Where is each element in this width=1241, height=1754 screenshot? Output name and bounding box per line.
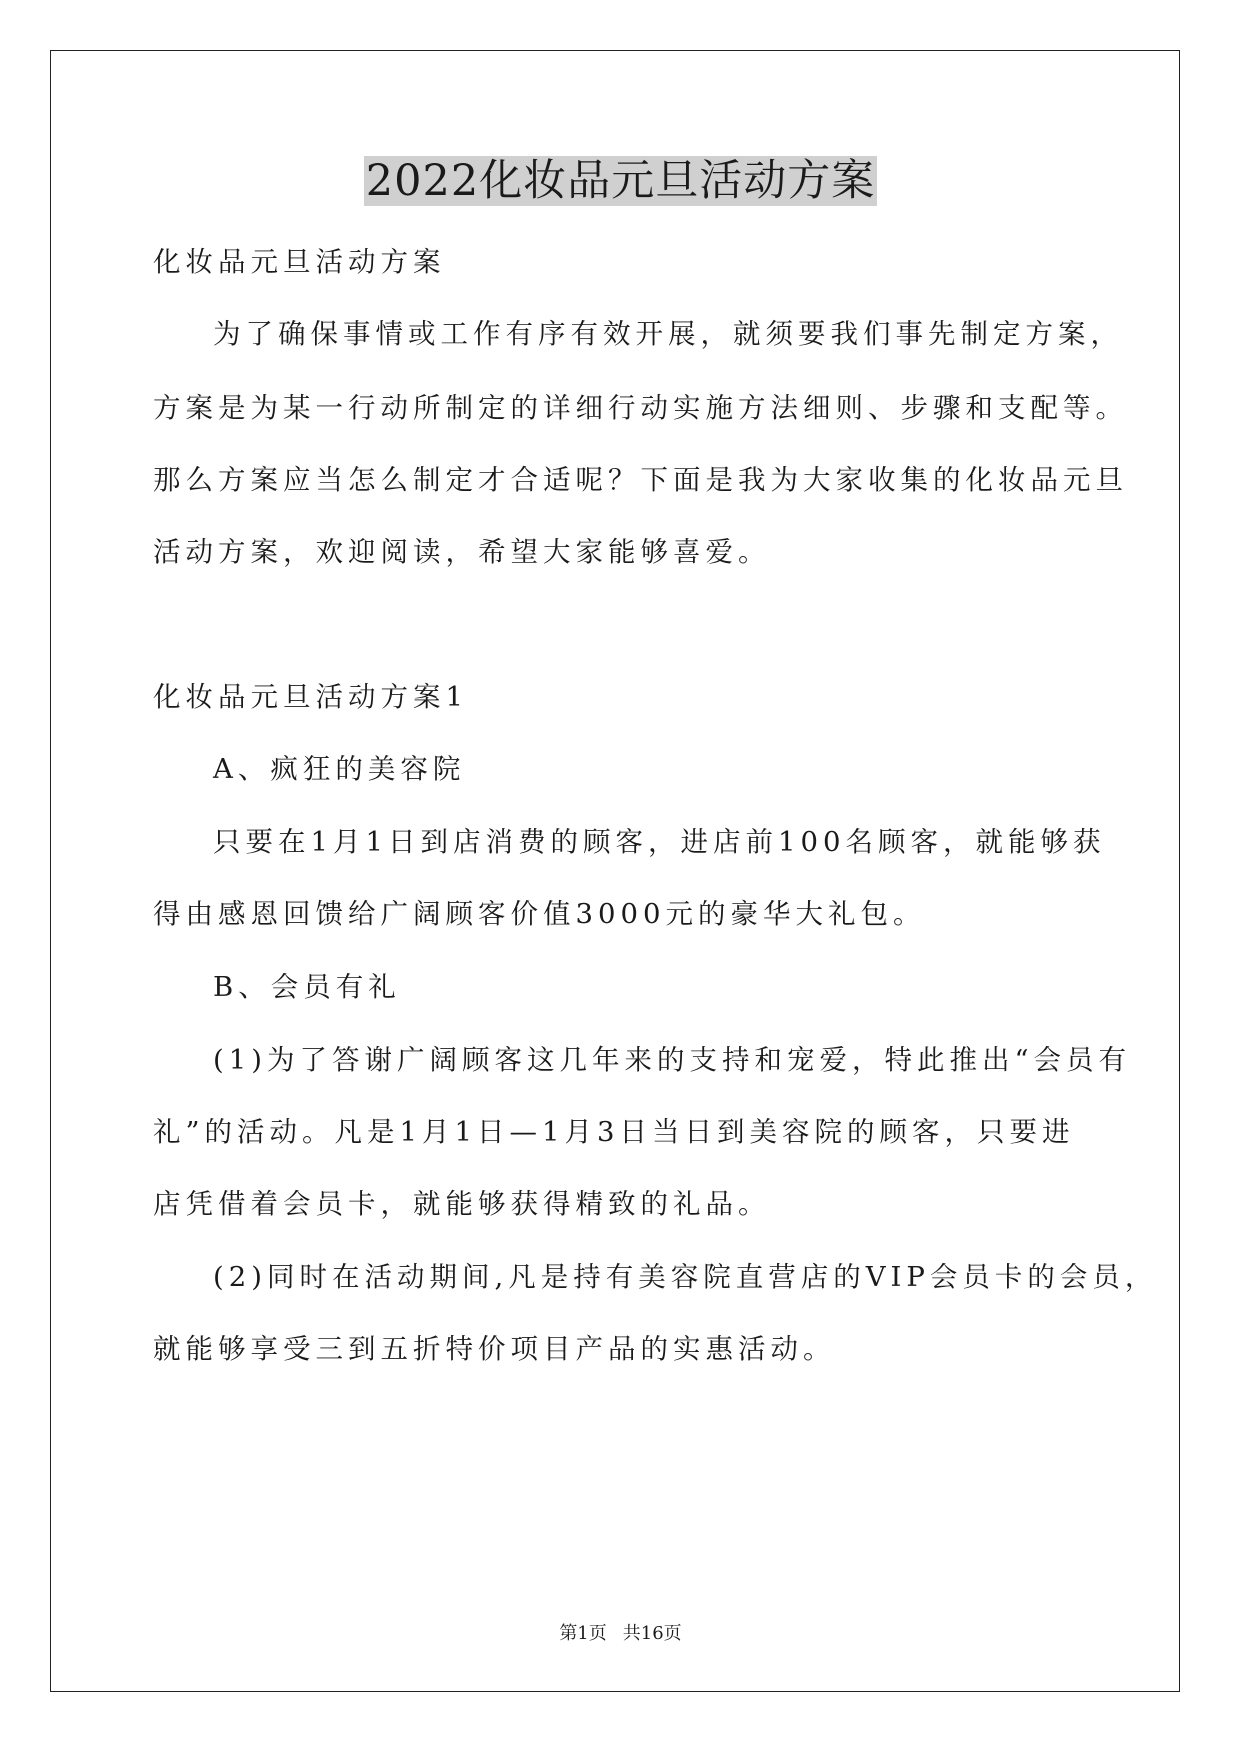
item-b2-line-2: 就能够享受三到五折特价项目产品的实惠活动。 [153,1333,836,1365]
item-a-line-2: 得由感恩回馈给广阔顾客价值3000元的豪华大礼包。 [153,898,926,930]
section-heading: 化妆品元旦活动方案1 [153,681,468,713]
item-b-heading: B、会员有礼 [213,971,401,1003]
item-b1-line-2: 礼”的活动。凡是1月1日—1月3日当日到美容院的顾客，只要进 [153,1116,1075,1148]
item-b1-line-1: (1)为了答谢广阔顾客这几年来的支持和宠爱，特此推出“会员有 [213,1044,1132,1076]
intro-line-4: 活动方案，欢迎阅读，希望大家能够喜爱。 [153,536,771,568]
intro-line-3: 那么方案应当怎么制定才合适呢？下面是我为大家收集的化妆品元旦 [153,464,1128,496]
item-a-line-1: 只要在1月1日到店消费的顾客，进店前100名顾客，就能够获 [213,826,1106,858]
intro-line-2: 方案是为某一行动所制定的详细行动实施方法细则、步骤和支配等。 [153,392,1128,424]
page-footer [0,1622,1241,1646]
document-title-text: 2022化妆品元旦活动方案 [365,156,876,206]
item-b1-line-3: 店凭借着会员卡，就能够获得精致的礼品。 [153,1188,771,1220]
page-number: 第1页 [559,1623,607,1644]
page-total: 共16页 [622,1623,682,1644]
page-border [50,50,1180,1692]
intro-line-1: 为了确保事情或工作有序有效开展，就须要我们事先制定方案， [213,318,1123,350]
document-title [0,150,1241,212]
item-a-heading: A、疯狂的美容院 [213,753,466,785]
doc-subtitle: 化妆品元旦活动方案 [153,246,446,278]
item-b2-line-1: (2)同时在活动期间,凡是持有美容院直营店的VIP会员卡的会员， [213,1261,1158,1293]
